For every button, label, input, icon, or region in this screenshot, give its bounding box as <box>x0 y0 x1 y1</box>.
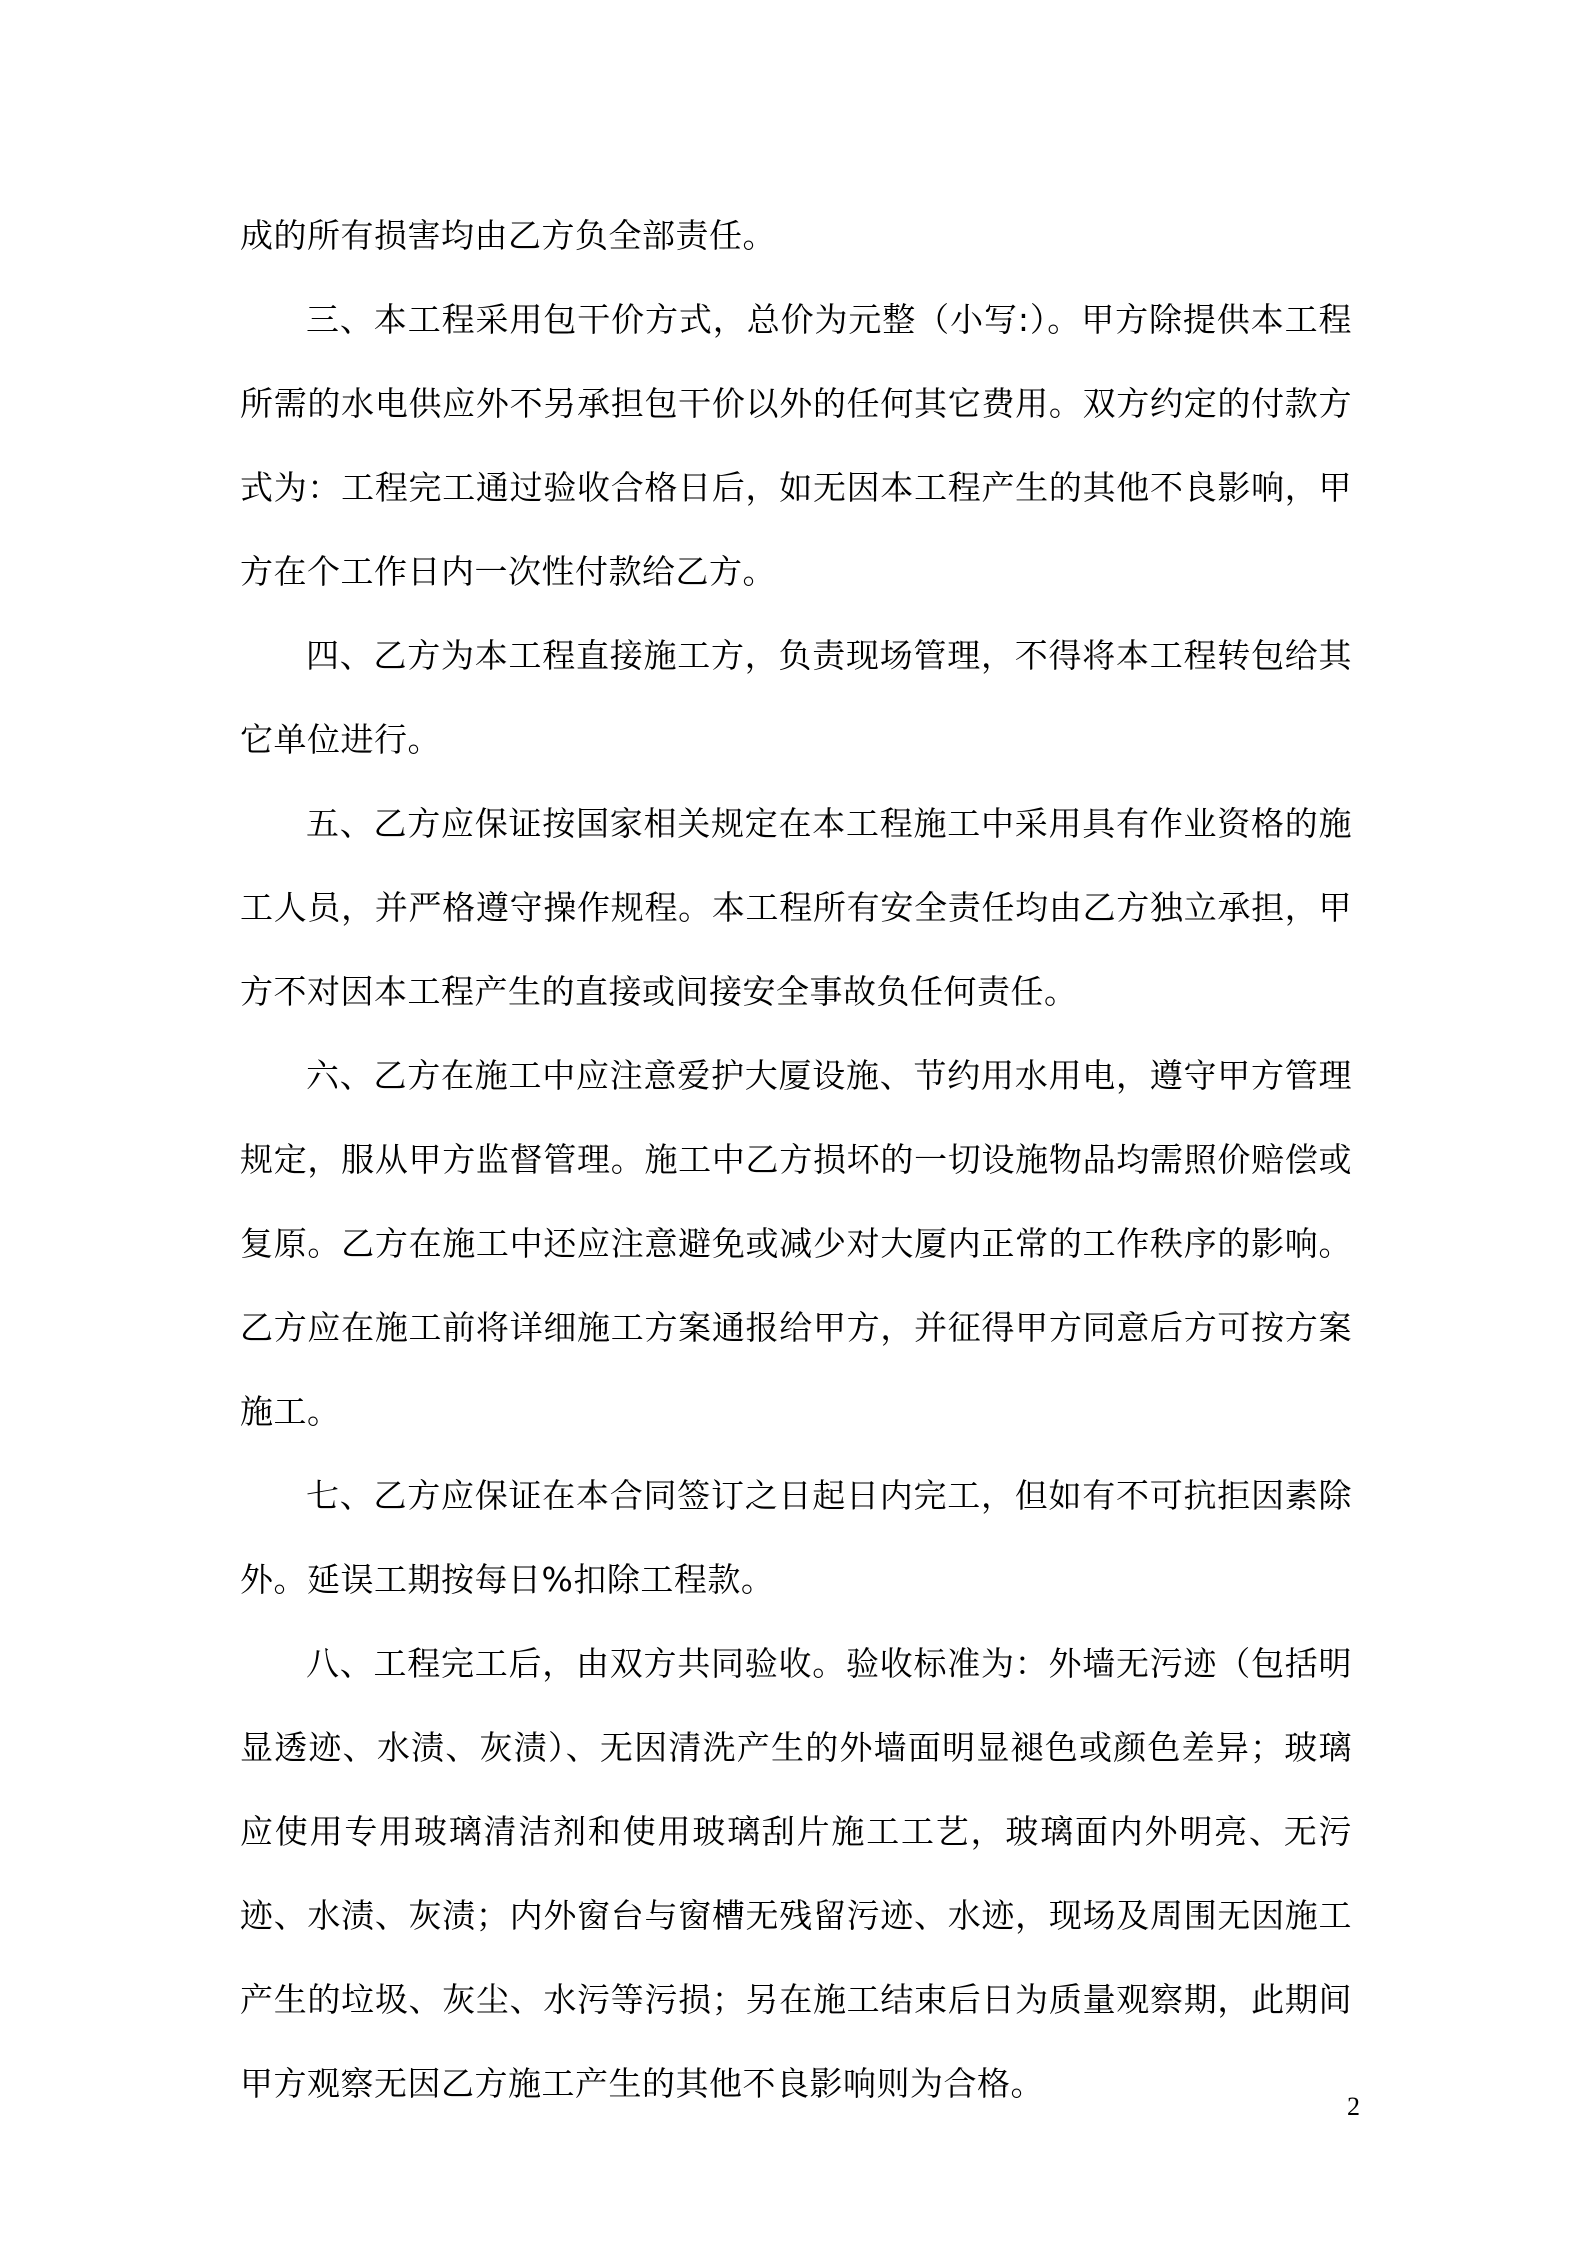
paragraph-clause-3: 三、本工程采用包干价方式，总价为元整（小写:）。甲方除提供本工程所需的水电供应外不另承担包干价以外的任何其它费用。双方约定的付款方式为：工程完工通过验收合格日后，如无因本工程产生的其他不良影响，甲方在个工作日内一次性付款给乙方。 <box>240 300 1352 591</box>
paragraph-clause-5: 五、乙方应保证按国家相关规定在本工程施工中采用具有作业资格的施工人员，并严格遵守操作规程。本工程所有安全责任均由乙方独立承担，甲方不对因本工程产生的直接或间接安全事故负任何责任。 <box>240 804 1352 1011</box>
document-body <box>240 194 1352 2126</box>
paragraph-clause-7: 七、乙方应保证在本合同签订之日起日内完工，但如有不可抗拒因素除外。延误工期按每日%扣除工程款。 <box>240 1476 1352 1599</box>
page-number: 2 <box>1347 2092 1360 2121</box>
paragraph-clause-4: 四、乙方为本工程直接施工方，负责现场管理，不得将本工程转包给其它单位进行。 <box>240 636 1352 759</box>
paragraph-continuation: 成的所有损害均由乙方负全部责任。 <box>240 216 776 255</box>
paragraph-clause-8: 八、工程完工后，由双方共同验收。验收标准为：外墙无污迹（包括明显透迹、水渍、灰渍）、无因清洗产生的外墙面明显褪色或颜色差异；玻璃应使用专用玻璃清洁剂和使用玻璃刮片施工工艺，玻璃面内外明亮、无污迹、水渍、灰渍；内外窗台与窗槽无残留污迹、水迹，现场及周围无因施工产生的垃圾、灰尘、水污等污损；另在施工结束后日为质量观察期，此期间甲方观察无因乙方施工产生的其他不良影响则为合格。 <box>240 1644 1352 2103</box>
paragraph-clause-6: 六、乙方在施工中应注意爱护大厦设施、节约用水用电，遵守甲方管理规定，服从甲方监督管理。施工中乙方损坏的一切设施物品均需照价赔偿或复原。乙方在施工中还应注意避免或减少对大厦内正常的工作秩序的影响。乙方应在施工前将详细施工方案通报给甲方，并征得甲方同意后方可按方案施工。 <box>240 1056 1352 1431</box>
